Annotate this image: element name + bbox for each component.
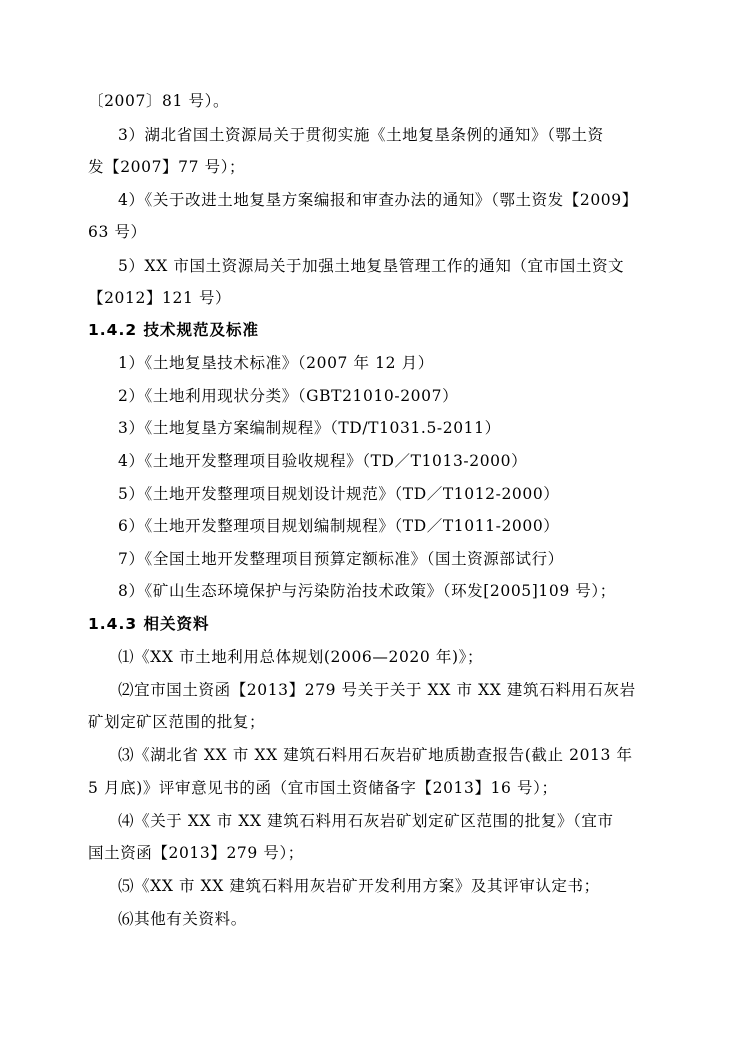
standard-item: 7）《全国土地开发整理项目预算定额标准》（国土资源部试行）	[118, 550, 564, 568]
reference-item-3-line2: 5 月底)》评审意见书的函（宜市国土资储备字【2013】16 号）；	[88, 779, 558, 797]
standard-item: 8）《矿山生态环境保护与污染防治技术政策》（环发[2005]109 号）；	[118, 582, 616, 600]
standard-item: 5）《土地开发整理项目规划设计规范》（TD／T1012-2000）	[118, 485, 560, 503]
reference-item-3-line1: ⑶《湖北省 XX 市 XX 建筑石料用石灰岩矿地质勘查报告(截止 2013 年	[118, 746, 633, 764]
reference-item-4-line2: 国土资函【2013】279 号）；	[88, 844, 304, 862]
standard-item: 4）《土地开发整理项目验收规程》（TD／T1013-2000）	[118, 452, 528, 470]
regulation-3-line1: 3）湖北省国土资源局关于贯彻实施《土地复垦条例的通知》（鄂土资	[118, 126, 604, 144]
reference-item-6: ⑹其他有关资料。	[118, 910, 247, 928]
standard-item: 1）《土地复垦技术标准》（2007 年 12 月）	[118, 354, 434, 372]
regulation-4-line2: 63 号）	[88, 223, 147, 241]
regulation-5-line1: 5）XX 市国土资源局关于加强土地复垦管理工作的通知（宜市国土资文	[118, 257, 625, 275]
regulation-4-line1: 4）《关于改进土地复垦方案编报和审查办法的通知》（鄂土资发【2009】	[118, 191, 638, 209]
standard-item: 3）《土地复垦方案编制规程》（TD/T1031.5-2011）	[118, 419, 501, 437]
regulation-3-line2: 发【2007】77 号）；	[88, 158, 246, 176]
intro-tail: 〔2007〕81 号）。	[88, 92, 230, 110]
regulation-5-line2: 【2012】121 号）	[88, 289, 232, 307]
standard-item: 2）《土地利用现状分类》（GBT21010-2007）	[118, 387, 459, 405]
reference-item-2-line1: ⑵宜市国土资函【2013】279 号关于关于 XX 市 XX 建筑石料用石灰岩	[118, 681, 636, 699]
reference-item-5: ⑸《XX 市 XX 建筑石料用灰岩矿开发利用方案》及其评审认定书；	[118, 877, 600, 895]
reference-item-2-line2: 矿划定矿区范围的批复；	[88, 713, 266, 731]
reference-item-1: ⑴《XX 市土地利用总体规划(2006—2020 年)》；	[118, 648, 484, 666]
section-heading-1-4-2: 1.4.2 技术规范及标准	[88, 321, 260, 339]
section-heading-1-4-3: 1.4.3 相关资料	[88, 615, 210, 633]
reference-item-4-line1: ⑷《关于 XX 市 XX 建筑石料用石灰岩矿划定矿区范围的批复》（宜市	[118, 812, 614, 830]
standard-item: 6）《土地开发整理项目规划编制规程》（TD／T1011-2000）	[118, 517, 560, 535]
